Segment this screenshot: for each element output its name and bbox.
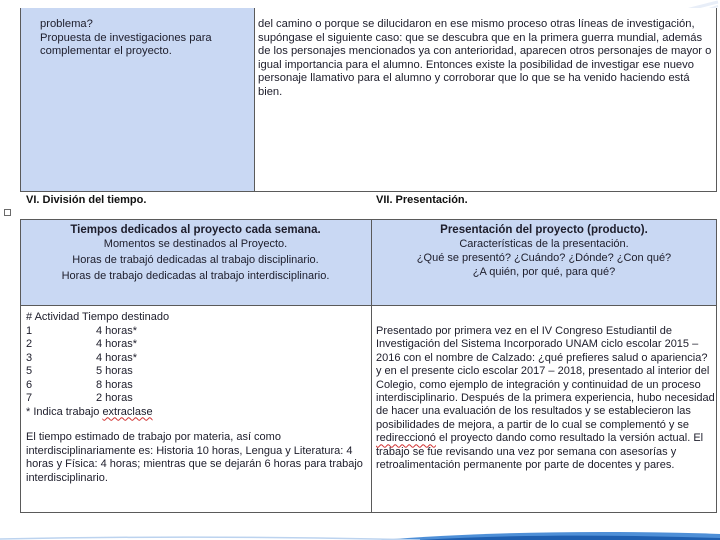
- decorative-swoosh-bottom: [0, 510, 720, 540]
- presentation-body-text: [376, 325, 715, 472]
- time-header-line: Horas de trabajó dedicadas al trabajo disciplinario.: [72, 254, 319, 266]
- presentation-text-squiggle: redireccionó: [376, 432, 436, 445]
- footnote-prefix: * Indica trabajo: [26, 405, 103, 418]
- presentation-text-part1: Presentado por primera vez en el IV Congreso Estudiantil de Investigación del Sistema Incorporado UNAM ciclo escolar 2015 – 2016 con el nombre de Calzado: ¿qué prefieres salud o apariencia? y en el presente ciclo escolar 2017 – 2018, presentado al interior del Colegio, como ejemplo de integración y continuidad de un proceso interdisciplinario. Después de la primera experiencia, hubo necesidad de hacer una evaluación de los resultados y se establecieron las posibilidades de mejora, a partir de lo cual se complementó y se: [376, 325, 715, 431]
- activity-time: 4 horas*: [96, 324, 137, 337]
- time-header-title: Tiempos dedicados al proyecto cada semana.: [70, 224, 321, 236]
- time-header-line: Horas de trabajo dedicadas al trabajo interdisciplinario.: [61, 270, 330, 282]
- activity-time: 5 horas: [96, 365, 133, 377]
- activity-row: [26, 325, 366, 339]
- activity-number: 1: [26, 324, 33, 337]
- presentation-header-title: Presentación del proyecto (producto).: [440, 224, 648, 236]
- anchor-marker-icon: [4, 209, 11, 216]
- activity-number: 6: [26, 378, 33, 391]
- presentation-header-line: ¿Qué se presentó? ¿Cuándo? ¿Dónde? ¿Con qué?: [416, 252, 672, 264]
- activity-footnote: [26, 406, 366, 420]
- footnote-word: extraclase: [102, 405, 153, 418]
- presentation-header-content: [371, 223, 717, 279]
- activity-number: 5: [26, 365, 33, 377]
- activity-time: 4 horas*: [96, 351, 137, 364]
- section-title-division-tiempo: VI. División del tiempo.: [26, 194, 147, 206]
- activity-time: 8 horas: [96, 378, 133, 391]
- presentation-header-line: Características de la presentación.: [459, 238, 629, 250]
- presentation-text-part2: el proyecto dando como resultado la versión actual. El trabajo se fue revisando una vez por semana con asesorías y retroalimentación permanente por parte de docentes y pares.: [376, 432, 704, 472]
- activity-row: [26, 352, 366, 366]
- top-table-divider: [254, 8, 255, 192]
- activity-list-header: # Actividad Tiempo destinado: [26, 311, 170, 323]
- activity-number: 3: [26, 351, 33, 364]
- activity-row: [26, 365, 366, 379]
- activity-row: [26, 338, 366, 352]
- activity-list: [26, 311, 366, 485]
- time-header-content: [20, 223, 371, 283]
- top-left-text: problema? Propuesta de investigaciones para complementar el proyecto.: [40, 18, 212, 58]
- section-title-presentacion: VII. Presentación.: [376, 194, 468, 206]
- activity-time: 4 horas*: [96, 338, 137, 350]
- bottom-table-hdivider: [20, 305, 717, 306]
- activity-number: 7: [26, 392, 33, 404]
- time-header-line: Momentos se destinados al Proyecto.: [103, 238, 288, 250]
- activity-row: [26, 379, 366, 393]
- activity-time: 2 horas: [96, 392, 133, 404]
- top-right-text: del camino o porque se dilucidaron en ese mismo proceso otras líneas de investigación, supóngase el siguiente caso: que se descubra que en la primera guerra mundial, además de los personajes mencionados ya con anterioridad, aparecen otros personajes de mayor o igual importancia para el alumno. Entonces existe la posibilidad de investigar ese nuevo personaje llamativo para el alumno y corroborar que lo que se ha venido haciendo está bien.: [258, 18, 712, 98]
- presentation-header-line: ¿A quién, por qué, para qué?: [472, 266, 616, 278]
- time-estimate-paragraph: El tiempo estimado de trabajo por materia, así como interdisciplinariamente es: Historia 10 horas, Lengua y Literatura: 4 horas y Física: 4 horas; mientras que se dejarán 6 horas para trabajo interdisciplinario.: [26, 431, 363, 484]
- activity-row: [26, 392, 366, 406]
- activity-number: 2: [26, 338, 33, 350]
